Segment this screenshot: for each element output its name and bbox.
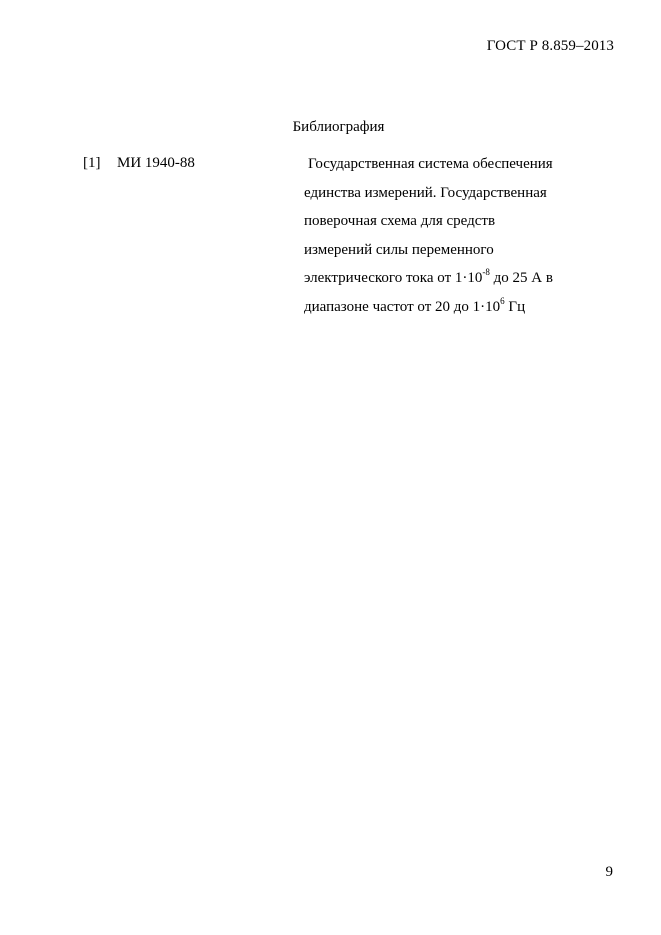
current-range-text: электрического тока от 1·10 xyxy=(304,270,483,286)
description-line-3: поверочная схема для средств xyxy=(304,213,496,229)
description-line-1: Государственная система обеспечения xyxy=(308,156,553,172)
frequency-exponent: 6 xyxy=(500,295,505,306)
standard-code-header: ГОСТ Р 8.859–2013 xyxy=(486,38,614,54)
frequency-range-text-end: Гц xyxy=(504,298,526,315)
description-line-6 xyxy=(304,295,594,327)
current-exponent: -8 xyxy=(482,267,490,277)
current-range-text-end: до 25 А в xyxy=(489,270,553,286)
entry-number: [1] xyxy=(83,155,101,171)
description-line-5 xyxy=(304,269,594,298)
frequency-range-text: диапазоне частот от 20 до 1·10 xyxy=(304,298,501,315)
entry-description xyxy=(304,155,594,326)
entry-document-code: МИ 1940-88 xyxy=(117,155,195,171)
description-line-2: единства измерений. Государственная xyxy=(304,184,547,201)
page-number: 9 xyxy=(605,864,613,880)
bibliography-title: Библиография xyxy=(292,119,385,135)
description-line-4: измерений силы переменного xyxy=(304,241,494,258)
